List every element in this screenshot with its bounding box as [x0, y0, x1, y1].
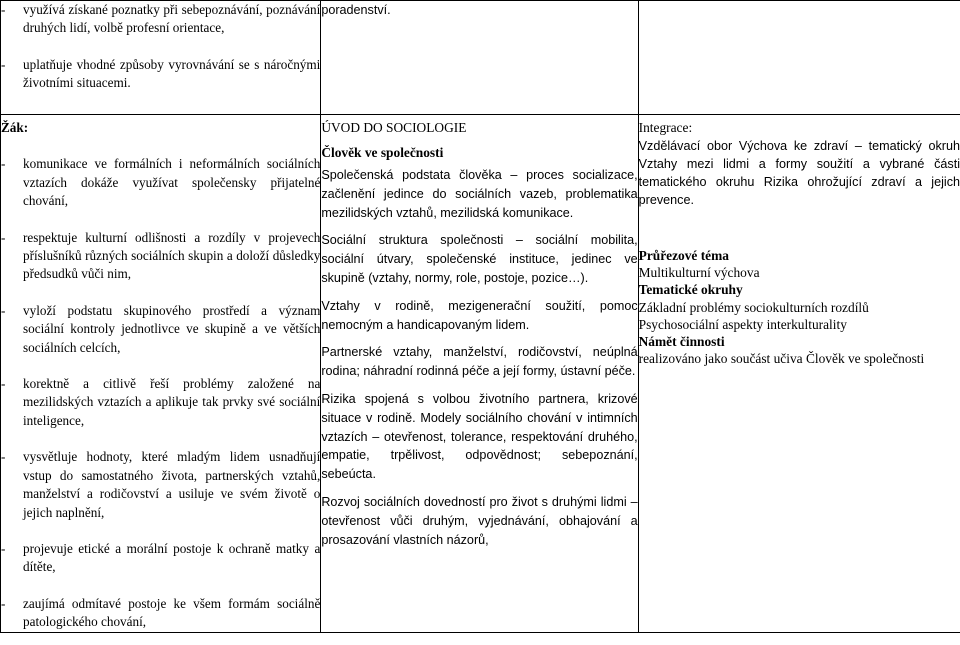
list-dash: -	[1, 2, 6, 17]
list-dash: -	[1, 56, 6, 72]
content-paragraph: Vztahy v rodině, mezigenerační soužití, pomoc nemocným a handicapovaným lidem.	[321, 298, 638, 332]
list-item	[1, 229, 320, 284]
content-paragraph: Sociální struktura společnosti – sociální mobilita, sociální útvary, společenské instituce, jedinec ve skupině (vztahy, normy, role, postoje, pozice…).	[321, 233, 638, 285]
list-item	[1, 1, 320, 38]
outcomes-cell-top	[1, 1, 321, 115]
list-item	[1, 302, 320, 357]
content-paragraph: Společenská podstata člověka – proces socializace, začlenění jedince do sociálních vazeb, problematika mezilidských vztahů, mezilidská komunikace.	[321, 168, 638, 220]
integration-cell	[638, 115, 960, 633]
list-item	[1, 56, 320, 93]
table-row	[1, 1, 960, 115]
outcome-text: zaujímá odmítavé postoje ke všem formám sociálně patologického chování,	[23, 595, 321, 630]
section-heading: ÚVOD DO SOCIOLOGIE	[321, 120, 467, 135]
list-dash: -	[1, 229, 6, 245]
cross-curricular-block	[639, 247, 960, 367]
content-paragraph: poradenství.	[321, 3, 391, 17]
activity-title: Námět činnosti	[638, 334, 725, 350]
theme-item: Psychosociální aspekty interkulturality	[638, 316, 847, 332]
activity-text: realizováno jako součást učiva Člověk ve společnosti	[638, 351, 925, 367]
outcome-text: korektně a citlivě řeší problémy založené na mezilidských vztazích a aplikuje tak prvky své sociální inteligence,	[23, 376, 321, 428]
integration-cell-top	[638, 1, 960, 115]
cross-theme-title: Průřezové téma	[638, 248, 729, 263]
list-item	[1, 375, 320, 430]
list-dash: -	[1, 302, 6, 318]
cross-theme-value: Multikulturní výchova	[638, 265, 760, 281]
themes-title: Tematické okruhy	[638, 282, 743, 298]
list-dash: -	[1, 449, 6, 465]
integration-block	[639, 119, 960, 209]
list-item	[1, 448, 320, 522]
list-item	[1, 595, 320, 632]
content-cell-top	[321, 1, 638, 115]
content-paragraph: Rozvoj sociálních dovedností pro život s druhými lidmi – otevřenost vůči druhým, vyjednávání, obhajování a prosazování vlastních názorů,	[321, 494, 638, 547]
content-paragraph: Rizika spojená s volbou životního partnera, krizové situace v rodině. Modely sociálního chování v intimních vztazích – otevřenost, tolerance, respektování druhého, empatie, trpělivost, odpovědnost; sebepoznání, sebeúcta.	[321, 391, 638, 482]
outcome-text: respektuje kulturní odlišnosti a rozdíly v projevech příslušníků různých sociálních skupin a doloží důsledky předsudků vůči nim,	[23, 229, 321, 282]
student-title: Žák:	[1, 120, 29, 135]
list-item	[1, 540, 320, 577]
content-paragraph: Partnerské vztahy, manželství, rodičovství, neúplná rodina; náhradní rodinná péče a její formy, ústavní péče.	[321, 345, 638, 379]
outcomes-cell	[1, 115, 321, 633]
integration-title: Integrace:	[638, 120, 693, 135]
outcome-text: vysvětluje hodnoty, které mladým lidem usnadňují vstup do samostatného života, partnerských vztahů, manželství a rodičovství a usiluje ve svém životě o jejich naplnění,	[23, 449, 321, 520]
outcome-text: využívá získané poznatky při sebepoznávání, poznávání druhých lidí, volbě profesní orientace,	[23, 2, 321, 36]
outcome-text: komunikace ve formálních i neformálních sociálních vztazích dokáže využívat společensky přijatelné chování,	[23, 156, 321, 209]
section-subheading: Člověk ve společnosti	[321, 145, 444, 160]
integration-text: Vzdělávací obor Výchova ke zdraví – tematický okruh Vztahy mezi lidmi a formy soužití a vybrané části tematického okruhu Rizika ohrožující zdraví a jejich prevence.	[638, 139, 960, 207]
content-cell	[321, 115, 638, 633]
list-item	[1, 155, 320, 210]
list-dash: -	[1, 540, 6, 556]
outcome-text: projevuje etické a morální postoje k ochraně matky a dítěte,	[23, 540, 321, 575]
outcome-text: uplatňuje vhodné způsoby vyrovnávání se s náročnými životními situacemi.	[23, 56, 321, 91]
list-dash: -	[1, 376, 6, 392]
list-dash: -	[1, 595, 6, 611]
theme-item: Základní problémy sociokulturních rozdílů	[638, 299, 869, 315]
list-dash: -	[1, 156, 6, 172]
table-row	[1, 115, 960, 633]
outcome-text: vyloží podstatu skupinového prostředí a význam sociální kontroly jednotlivce ve skupině a ve větších sociálních celcích,	[23, 302, 321, 355]
